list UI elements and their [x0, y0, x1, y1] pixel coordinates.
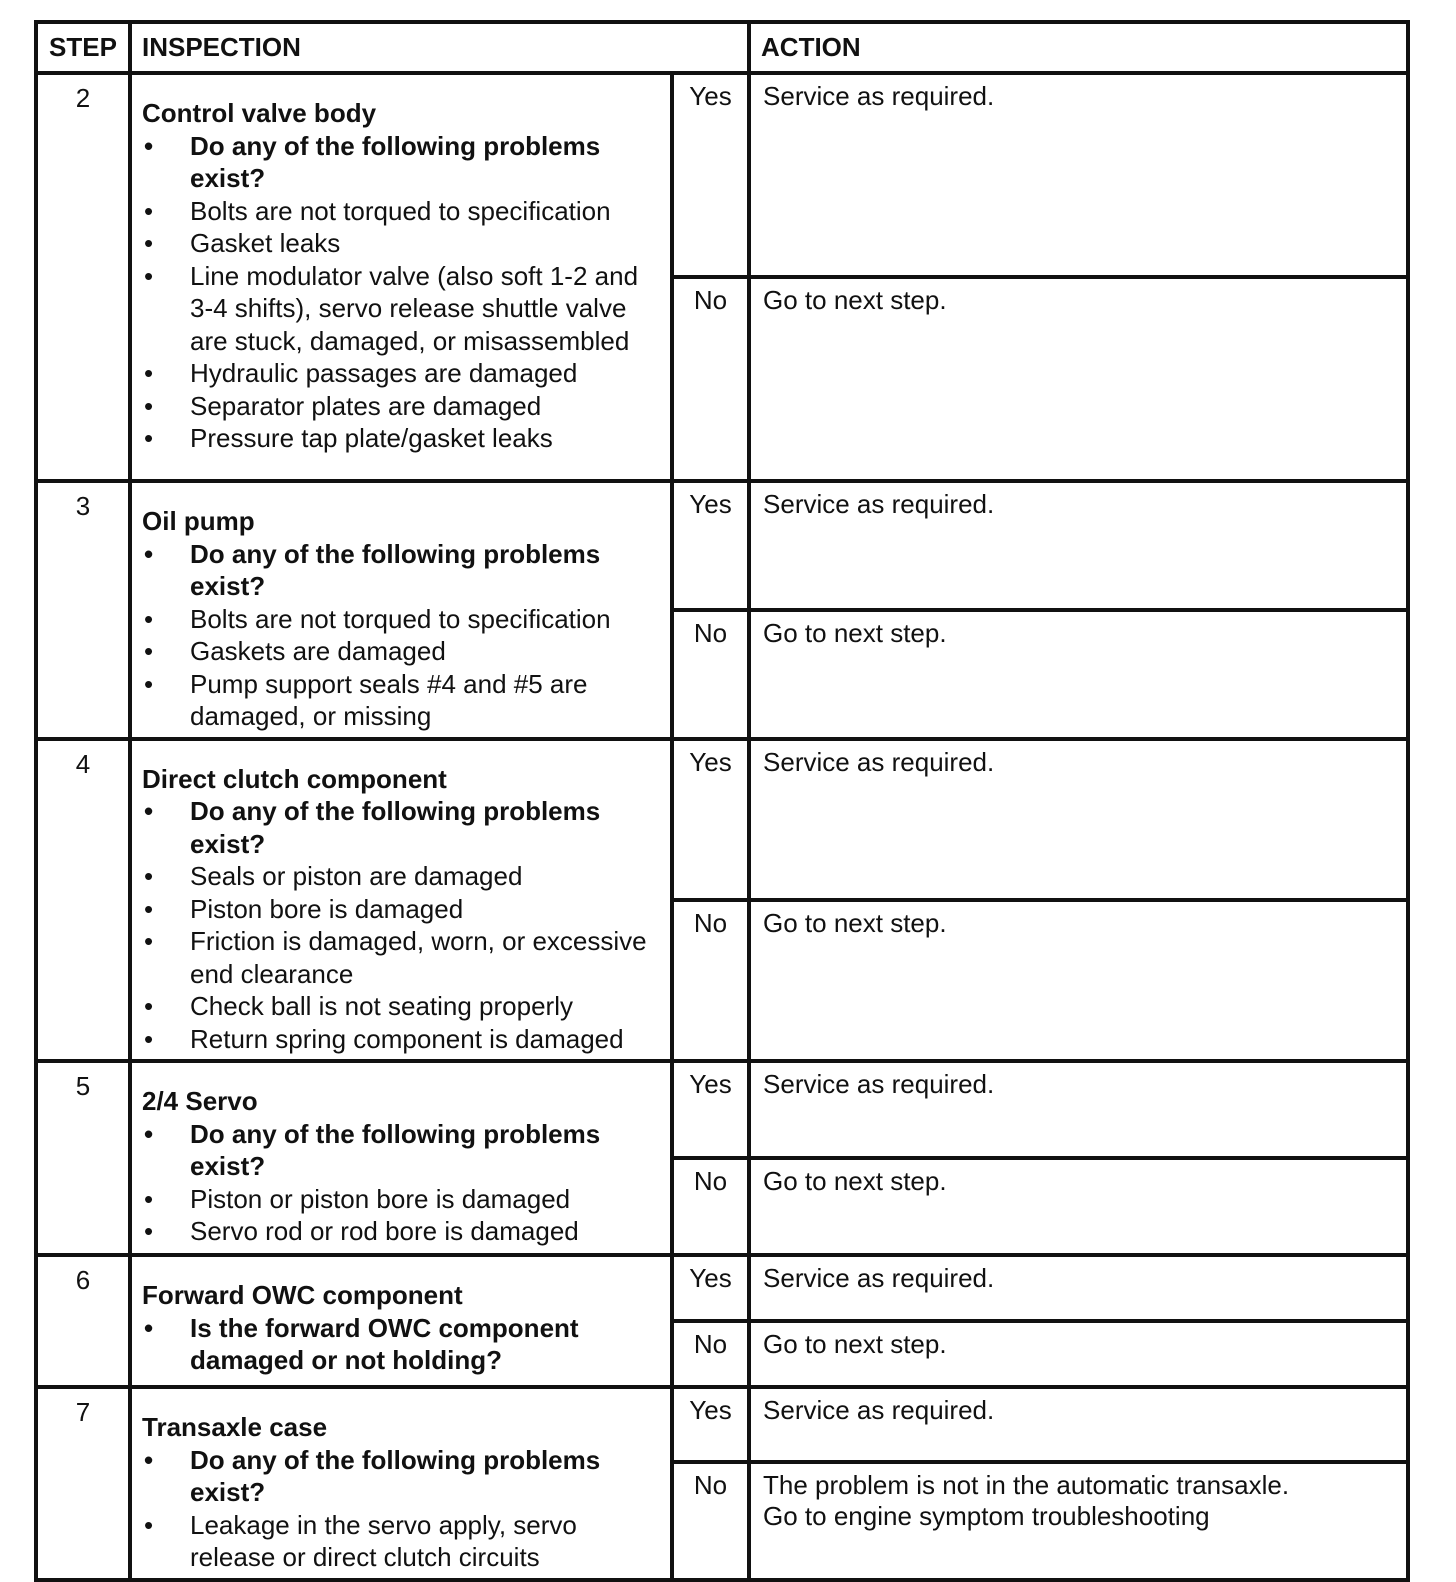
no-action: Go to next step.	[749, 610, 1408, 739]
inspection-title: Direct clutch component	[142, 763, 447, 794]
inspection-question: • Do any of the following problems exist?	[142, 130, 662, 195]
diagnostic-table-sheet	[34, 20, 1406, 1572]
header-step: STEP	[36, 22, 130, 73]
inspection-item: • Line modulator valve (also soft 1-2 and 3-4 shifts), servo release shuttle valve are stuck, damaged, or misassembled	[142, 260, 662, 358]
step-number: 6	[36, 1255, 130, 1387]
yes-row	[36, 73, 1408, 277]
inspection-cell	[130, 1255, 672, 1387]
inspection-item: • Pressure tap plate/gasket leaks	[142, 422, 662, 455]
header-inspection: INSPECTION	[130, 22, 749, 73]
inspection-item: • Check ball is not seating properly	[142, 990, 662, 1023]
header-row	[36, 22, 1408, 73]
yes-label: Yes	[672, 1061, 749, 1158]
no-label: No	[672, 900, 749, 1061]
yes-action: Service as required.	[749, 1387, 1408, 1462]
inspection-item: • Servo rod or rod bore is damaged	[142, 1215, 662, 1248]
no-action: Go to next step.	[749, 1158, 1408, 1255]
step-number: 7	[36, 1387, 130, 1580]
no-action-line: Go to engine symptom troubleshooting	[763, 1501, 1210, 1532]
no-action-line: The problem is not in the automatic transaxle.	[763, 1470, 1290, 1501]
inspection-question: • Do any of the following problems exist?	[142, 538, 662, 603]
inspection-item: • Friction is damaged, worn, or excessive end clearance	[142, 925, 662, 990]
no-label: No	[672, 1158, 749, 1255]
inspection-cell	[130, 481, 672, 739]
inspection-cell	[130, 1387, 672, 1580]
inspection-list	[142, 1444, 662, 1574]
inspection-list	[142, 795, 662, 1055]
inspection-cell	[130, 73, 672, 481]
inspection-cell	[130, 1061, 672, 1255]
inspection-item: • Leakage in the servo apply, servo release or direct clutch circuits	[142, 1509, 662, 1574]
step-number: 2	[36, 73, 130, 481]
inspection-question: • Do any of the following problems exist?	[142, 1444, 662, 1509]
yes-label: Yes	[672, 481, 749, 610]
yes-action: Service as required.	[749, 1061, 1408, 1158]
inspection-item: • Separator plates are damaged	[142, 390, 662, 423]
no-action: Go to next step.	[749, 900, 1408, 1061]
inspection-title: Oil pump	[142, 506, 255, 536]
no-action: Go to next step.	[749, 1321, 1408, 1387]
yes-row	[36, 481, 1408, 610]
step-row-group	[36, 1061, 1408, 1255]
yes-label: Yes	[672, 1387, 749, 1462]
yes-action: Service as required.	[749, 481, 1408, 610]
inspection-cell	[130, 739, 672, 1062]
inspection-item: • Return spring component is damaged	[142, 1023, 662, 1056]
no-label: No	[672, 1462, 749, 1579]
yes-row	[36, 1061, 1408, 1158]
no-label: No	[672, 277, 749, 481]
inspection-item: • Gasket leaks	[142, 227, 662, 260]
inspection-list	[142, 130, 662, 455]
diagnostic-table	[34, 20, 1410, 1582]
yes-action: Service as required.	[749, 739, 1408, 900]
inspection-item: • Hydraulic passages are damaged	[142, 357, 662, 390]
no-label: No	[672, 1321, 749, 1387]
header-action: ACTION	[749, 22, 1408, 73]
no-action: Go to next step.	[749, 277, 1408, 481]
step-row-group	[36, 481, 1408, 739]
inspection-item: • Piston bore is damaged	[142, 893, 662, 926]
inspection-item: • Bolts are not torqued to specification	[142, 195, 662, 228]
inspection-question: • Is the forward OWC component damaged or not holding?	[142, 1312, 662, 1377]
no-label: No	[672, 610, 749, 739]
yes-action: Service as required.	[749, 1255, 1408, 1321]
step-number: 3	[36, 481, 130, 739]
yes-row	[36, 1255, 1408, 1321]
inspection-list	[142, 1312, 662, 1377]
inspection-list	[142, 538, 662, 733]
yes-label: Yes	[672, 1255, 749, 1321]
yes-action: Service as required.	[749, 73, 1408, 277]
inspection-question: • Do any of the following problems exist?	[142, 795, 662, 860]
step-number: 4	[36, 739, 130, 1062]
inspection-question: • Do any of the following problems exist?	[142, 1118, 662, 1183]
inspection-item: • Pump support seals #4 and #5 are damaged, or missing	[142, 668, 662, 733]
inspection-title: Control valve body	[142, 98, 377, 128]
step-row-group	[36, 1255, 1408, 1387]
inspection-title: Forward OWC component	[142, 1280, 463, 1310]
inspection-title: Transaxle case	[142, 1412, 328, 1442]
inspection-item: • Seals or piston are damaged	[142, 860, 662, 893]
step-number: 5	[36, 1061, 130, 1255]
inspection-item: • Bolts are not torqued to specification	[142, 603, 662, 636]
yes-label: Yes	[672, 73, 749, 277]
yes-row	[36, 1387, 1408, 1462]
step-row-group	[36, 73, 1408, 481]
step-row-group	[36, 1387, 1408, 1580]
yes-label: Yes	[672, 739, 749, 900]
inspection-title: 2/4 Servo	[142, 1086, 258, 1116]
yes-row	[36, 739, 1408, 900]
inspection-item: • Gaskets are damaged	[142, 635, 662, 668]
inspection-item: • Piston or piston bore is damaged	[142, 1183, 662, 1216]
inspection-list	[142, 1118, 662, 1248]
step-row-group	[36, 739, 1408, 1062]
